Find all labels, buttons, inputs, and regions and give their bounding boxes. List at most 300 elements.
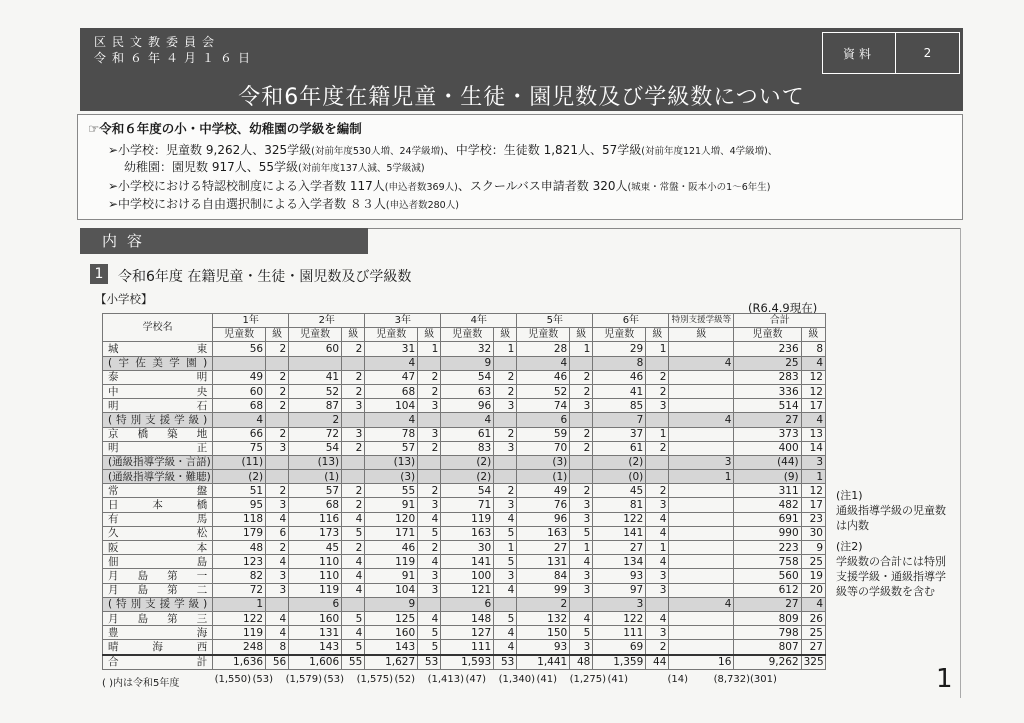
- table-cell: (44): [734, 455, 801, 469]
- table-cell: 5: [418, 640, 441, 655]
- table-cell: 31: [365, 342, 418, 356]
- table-cell: 4: [570, 611, 593, 625]
- table-cell: 13: [801, 427, 825, 441]
- table-cell: 45: [289, 541, 342, 555]
- table-cell: 3: [266, 498, 289, 512]
- table-cell: 118: [213, 512, 266, 526]
- table-cell: 87: [289, 399, 342, 413]
- page-number: 1: [936, 664, 953, 694]
- table-cell: 400: [734, 441, 801, 455]
- table-cell: (2): [441, 455, 494, 469]
- school-name: (通級指導学級・言語): [103, 455, 213, 469]
- table-cell: 119: [365, 555, 418, 569]
- table-row: [103, 569, 826, 583]
- table-cell: 990: [734, 526, 801, 540]
- pointing-hand-icon: ☞: [88, 121, 100, 136]
- table-row: [103, 626, 826, 640]
- table-cell: 47: [365, 370, 418, 384]
- school-name: 月島第二: [103, 583, 213, 597]
- table-cell: 1: [494, 342, 517, 356]
- table-cell: [342, 455, 365, 469]
- table-cell: [669, 384, 734, 398]
- section-divider: [368, 228, 961, 229]
- table-row: [103, 512, 826, 526]
- section-title: 内容: [80, 228, 368, 254]
- table-cell: [266, 597, 289, 611]
- subheader-classes: 級: [266, 328, 289, 342]
- table-cell: [418, 597, 441, 611]
- table-cell: 3: [570, 640, 593, 655]
- table-cell: 5: [342, 611, 365, 625]
- subheader-students: 児童数: [365, 328, 418, 342]
- table-cell: 49: [517, 484, 570, 498]
- table-cell: 2: [266, 541, 289, 555]
- table-cell: 4: [266, 626, 289, 640]
- table-cell: 72: [289, 427, 342, 441]
- table-cell: 160: [289, 611, 342, 625]
- school-name: 久松: [103, 526, 213, 540]
- table-cell: 3: [418, 583, 441, 597]
- previous-year-cell: (52): [394, 674, 415, 685]
- table-cell: 2: [418, 441, 441, 455]
- table-cell: 2: [570, 370, 593, 384]
- table-cell: [570, 597, 593, 611]
- summary-line-4: ➢中学校における自由選択制による入学者数 ８３人(申込者数280人): [108, 197, 459, 211]
- table-cell: [669, 498, 734, 512]
- table-cell: 3: [669, 455, 734, 469]
- table-cell: 3: [418, 498, 441, 512]
- table-cell: 5: [494, 611, 517, 625]
- table-row: [103, 342, 826, 356]
- table-cell: 4: [801, 356, 825, 370]
- table-cell: 1: [570, 541, 593, 555]
- school-name: (通級指導学級・難聴): [103, 470, 213, 484]
- table-cell: 55: [365, 484, 418, 498]
- previous-year-cell: (1,275): [569, 674, 606, 685]
- table-cell: 9: [365, 597, 418, 611]
- table-cell: 132: [517, 611, 570, 625]
- subheader-students: 児童数: [593, 328, 646, 342]
- header-grade-4: 4年: [441, 314, 517, 328]
- table-cell: 3: [342, 427, 365, 441]
- table-cell: 2: [646, 370, 669, 384]
- subheader-classes: 級: [418, 328, 441, 342]
- table-cell: 60: [213, 384, 266, 398]
- enrollment-table: [102, 313, 826, 670]
- table-cell: 3: [646, 583, 669, 597]
- table-cell: 12: [801, 484, 825, 498]
- table-cell: 4: [213, 413, 266, 427]
- table-cell: 3: [418, 569, 441, 583]
- header-grade-2: 2年: [289, 314, 365, 328]
- table-cell: 134: [593, 555, 646, 569]
- table-cell: 93: [593, 569, 646, 583]
- subheader-students: 児童数: [289, 328, 342, 342]
- table-cell: 27: [593, 541, 646, 555]
- table-cell: 6: [266, 526, 289, 540]
- table-cell: 95: [213, 498, 266, 512]
- table-cell: [669, 626, 734, 640]
- table-cell: [669, 526, 734, 540]
- table-cell: 325: [801, 655, 825, 670]
- table-cell: (1): [517, 470, 570, 484]
- table-cell: 1: [646, 342, 669, 356]
- table-cell: 51: [213, 484, 266, 498]
- table-row: [103, 484, 826, 498]
- table-cell: 4: [342, 555, 365, 569]
- table-row: [103, 413, 826, 427]
- table-cell: 612: [734, 583, 801, 597]
- table-cell: 54: [289, 441, 342, 455]
- table-cell: 5: [418, 526, 441, 540]
- table-cell: 68: [213, 399, 266, 413]
- table-cell: [494, 455, 517, 469]
- table-cell: 1: [418, 342, 441, 356]
- table-cell: 63: [441, 384, 494, 398]
- summary-line-2: 幼稚園：園児数 917人、55学級(対前年度137人減、5学級減): [124, 160, 425, 174]
- table-cell: 9: [801, 541, 825, 555]
- previous-year-cell: (1,340): [498, 674, 535, 685]
- table-cell: 163: [517, 526, 570, 540]
- table-cell: 5: [570, 526, 593, 540]
- table-cell: [342, 470, 365, 484]
- table-cell: 61: [593, 441, 646, 455]
- table-cell: [646, 356, 669, 370]
- table-cell: 110: [289, 569, 342, 583]
- school-name: 阪本: [103, 541, 213, 555]
- table-cell: 16: [669, 655, 734, 670]
- table-cell: 110: [289, 555, 342, 569]
- table-cell: 2: [570, 427, 593, 441]
- table-cell: 1: [646, 427, 669, 441]
- table-cell: 54: [441, 484, 494, 498]
- table-cell: 4: [266, 512, 289, 526]
- school-name: 月島第一: [103, 569, 213, 583]
- table-row: [103, 441, 826, 455]
- table-cell: [669, 569, 734, 583]
- table-cell: 2: [342, 541, 365, 555]
- table-cell: 72: [213, 583, 266, 597]
- table-cell: 17: [801, 399, 825, 413]
- table-cell: 171: [365, 526, 418, 540]
- table-cell: 99: [517, 583, 570, 597]
- table-cell: 25: [801, 626, 825, 640]
- subheader-classes: 級: [646, 328, 669, 342]
- table-cell: 19: [801, 569, 825, 583]
- school-name: 晴海西: [103, 640, 213, 655]
- table-cell: 70: [517, 441, 570, 455]
- table-cell: [418, 356, 441, 370]
- table-cell: 28: [517, 342, 570, 356]
- table-cell: 4: [342, 512, 365, 526]
- table-cell: 3: [494, 441, 517, 455]
- table-cell: 3: [494, 498, 517, 512]
- table-cell: 1: [646, 541, 669, 555]
- table-cell: 1,359: [593, 655, 646, 670]
- table-row: [103, 384, 826, 398]
- table-cell: [494, 597, 517, 611]
- table-cell: 3: [266, 569, 289, 583]
- table-cell: (13): [365, 455, 418, 469]
- table-cell: 123: [213, 555, 266, 569]
- table-row: [103, 498, 826, 512]
- table-cell: 27: [517, 541, 570, 555]
- table-cell: 5: [570, 626, 593, 640]
- table-cell: 2: [266, 399, 289, 413]
- table-cell: 3: [570, 399, 593, 413]
- notes: [836, 488, 956, 599]
- table-cell: 3: [266, 441, 289, 455]
- table-cell: 1: [213, 597, 266, 611]
- school-name: 月島第三: [103, 611, 213, 625]
- table-cell: [646, 413, 669, 427]
- table-row: [103, 541, 826, 555]
- header-total: 合計: [734, 314, 826, 328]
- table-cell: 248: [213, 640, 266, 655]
- table-cell: [342, 356, 365, 370]
- table-cell: 74: [517, 399, 570, 413]
- table-cell: 4: [365, 356, 418, 370]
- table-cell: 52: [289, 384, 342, 398]
- table-cell: 17: [801, 498, 825, 512]
- table-cell: 61: [441, 427, 494, 441]
- table-cell: 75: [213, 441, 266, 455]
- table-cell: 3: [342, 399, 365, 413]
- table-cell: [669, 441, 734, 455]
- table-cell: 3: [646, 626, 669, 640]
- table-cell: 3: [593, 597, 646, 611]
- table-cell: 2: [342, 484, 365, 498]
- table-cell: 122: [593, 512, 646, 526]
- page-title: 令和6年度在籍児童・生徒・園児数及び学級数について: [80, 80, 963, 111]
- table-cell: [669, 427, 734, 441]
- table-cell: 76: [517, 498, 570, 512]
- subheader-classes: 級: [570, 328, 593, 342]
- table-cell: 2: [342, 384, 365, 398]
- table-cell: 3: [494, 569, 517, 583]
- doc-label-number: 2: [923, 46, 932, 60]
- table-cell: 127: [441, 626, 494, 640]
- table-cell: [669, 484, 734, 498]
- summary-heading: ☞令和６年度の小・中学校、幼稚園の学級を編制: [88, 121, 362, 136]
- table-cell: 3: [570, 583, 593, 597]
- previous-year-cell: (301): [750, 674, 777, 685]
- table-cell: [494, 356, 517, 370]
- table-cell: 4: [669, 413, 734, 427]
- table-cell: 14: [801, 441, 825, 455]
- table-cell: 2: [418, 384, 441, 398]
- table-cell: 311: [734, 484, 801, 498]
- previous-year-label: ( )内は令和5年度: [102, 678, 180, 689]
- table-cell: [669, 399, 734, 413]
- table-cell: 8: [801, 342, 825, 356]
- table-cell: (11): [213, 455, 266, 469]
- table-row: [103, 640, 826, 655]
- table-cell: [342, 413, 365, 427]
- subheader-students: 児童数: [441, 328, 494, 342]
- table-cell: (3): [365, 470, 418, 484]
- header-grade-6: 6年: [593, 314, 669, 328]
- table-cell: 59: [517, 427, 570, 441]
- table-cell: 4: [669, 597, 734, 611]
- table-cell: [570, 470, 593, 484]
- header-grade-5: 5年: [517, 314, 593, 328]
- school-name: 有馬: [103, 512, 213, 526]
- table-cell: 60: [289, 342, 342, 356]
- table-cell: 104: [365, 399, 418, 413]
- note-1-body: 通級指導学級の児童数は内数: [836, 504, 946, 532]
- table-cell: 41: [289, 370, 342, 384]
- school-name: 明正: [103, 441, 213, 455]
- table-cell: 1: [801, 470, 825, 484]
- table-cell: 78: [365, 427, 418, 441]
- doc-label-text: 資料: [823, 33, 896, 73]
- table-cell: 1: [494, 541, 517, 555]
- table-cell: 2: [418, 370, 441, 384]
- table-cell: 41: [593, 384, 646, 398]
- table-cell: [342, 597, 365, 611]
- table-cell: [570, 413, 593, 427]
- table-cell: 46: [365, 541, 418, 555]
- table-cell: 6: [441, 597, 494, 611]
- table-cell: 119: [213, 626, 266, 640]
- table-cell: 6: [289, 597, 342, 611]
- table-cell: [494, 470, 517, 484]
- table-cell: 121: [441, 583, 494, 597]
- table-cell: 5: [342, 526, 365, 540]
- table-row: [103, 356, 826, 370]
- previous-year-cell: (53): [252, 674, 273, 685]
- table-cell: [266, 455, 289, 469]
- table-cell: (9): [734, 470, 801, 484]
- school-name: (特別支援学級): [103, 597, 213, 611]
- table-cell: 25: [801, 555, 825, 569]
- header-date: 令和６年４月１６日: [94, 51, 257, 65]
- table-cell: (2): [593, 455, 646, 469]
- content-border: [960, 228, 961, 698]
- table-cell: 53: [494, 655, 517, 670]
- table-cell: 96: [517, 512, 570, 526]
- table-cell: 2: [342, 342, 365, 356]
- table-cell: 46: [593, 370, 646, 384]
- table-cell: 236: [734, 342, 801, 356]
- table-cell: [266, 413, 289, 427]
- school-name: 泰明: [103, 370, 213, 384]
- table-row: [103, 583, 826, 597]
- table-cell: 131: [517, 555, 570, 569]
- table-cell: [570, 455, 593, 469]
- table-cell: 97: [593, 583, 646, 597]
- table-cell: 27: [734, 413, 801, 427]
- table-cell: 3: [570, 569, 593, 583]
- table-cell: 1: [570, 342, 593, 356]
- table-cell: 809: [734, 611, 801, 625]
- table-cell: 4: [494, 626, 517, 640]
- subheader-special-classes: 級: [669, 328, 734, 342]
- table-cell: 2: [570, 484, 593, 498]
- table-cell: 2: [342, 441, 365, 455]
- table-cell: 91: [365, 498, 418, 512]
- subheader-classes: 級: [342, 328, 365, 342]
- school-name: 京橋築地: [103, 427, 213, 441]
- table-cell: 2: [494, 484, 517, 498]
- table-cell: 116: [289, 512, 342, 526]
- table-cell: [669, 370, 734, 384]
- table-cell: 2: [570, 384, 593, 398]
- table-cell: 20: [801, 583, 825, 597]
- table-cell: 111: [441, 640, 494, 655]
- table-cell: 4: [418, 555, 441, 569]
- table-cell: 179: [213, 526, 266, 540]
- table-cell: 3: [801, 455, 825, 469]
- summary-line-1: ➢小学校：児童数 9,262人、325学級(対前年度530人増、24学級増)、中学校：生徒数 1,821人、57学級(対前年度121人増、4学級増)、: [108, 143, 778, 157]
- table-cell: 2: [494, 384, 517, 398]
- header-grade-1: 1年: [213, 314, 289, 328]
- table-cell: 3: [494, 399, 517, 413]
- table-cell: 4: [494, 640, 517, 655]
- table-cell: 1,627: [365, 655, 418, 670]
- table-cell: 4: [669, 356, 734, 370]
- table-cell: 2: [266, 484, 289, 498]
- table-cell: 12: [801, 370, 825, 384]
- table-cell: 53: [418, 655, 441, 670]
- table-cell: [669, 583, 734, 597]
- table-cell: 104: [365, 583, 418, 597]
- table-cell: 119: [289, 583, 342, 597]
- table-cell: 100: [441, 569, 494, 583]
- table-cell: 4: [646, 611, 669, 625]
- table-cell: 5: [494, 526, 517, 540]
- table-cell: 111: [593, 626, 646, 640]
- table-cell: 2: [646, 384, 669, 398]
- table-cell: 336: [734, 384, 801, 398]
- table-cell: 2: [494, 427, 517, 441]
- table-cell: 1: [669, 470, 734, 484]
- table-cell: 4: [570, 555, 593, 569]
- header-special: 特別支援学級等: [669, 314, 734, 328]
- table-row: [103, 470, 826, 484]
- table-cell: 3: [570, 498, 593, 512]
- table-cell: 2: [289, 413, 342, 427]
- school-name: (宇佐美学園): [103, 356, 213, 370]
- table-cell: 560: [734, 569, 801, 583]
- table-row: [103, 597, 826, 611]
- table-cell: 23: [801, 512, 825, 526]
- table-cell: 68: [289, 498, 342, 512]
- table-cell: 46: [517, 370, 570, 384]
- table-cell: 1,636: [213, 655, 266, 670]
- table-cell: 2: [266, 427, 289, 441]
- subheader-total-students: 児童数: [734, 328, 801, 342]
- table-row: [103, 555, 826, 569]
- table-cell: [213, 356, 266, 370]
- table-cell: 4: [494, 583, 517, 597]
- previous-year-cell: (47): [465, 674, 486, 685]
- table-cell: 283: [734, 370, 801, 384]
- table-cell: 141: [593, 526, 646, 540]
- table-cell: (13): [289, 455, 342, 469]
- school-name: 中央: [103, 384, 213, 398]
- subheader-total-classes: 級: [801, 328, 825, 342]
- table-cell: 9,262: [734, 655, 801, 670]
- note-2-body: 学級数の合計には特別支援学級・通級指導学級等の学級数を含む: [836, 555, 946, 598]
- table-cell: 9: [441, 356, 494, 370]
- table-cell: 4: [266, 555, 289, 569]
- school-name: 豊海: [103, 626, 213, 640]
- table-cell: [646, 597, 669, 611]
- table-cell: 4: [801, 413, 825, 427]
- table-cell: 119: [441, 512, 494, 526]
